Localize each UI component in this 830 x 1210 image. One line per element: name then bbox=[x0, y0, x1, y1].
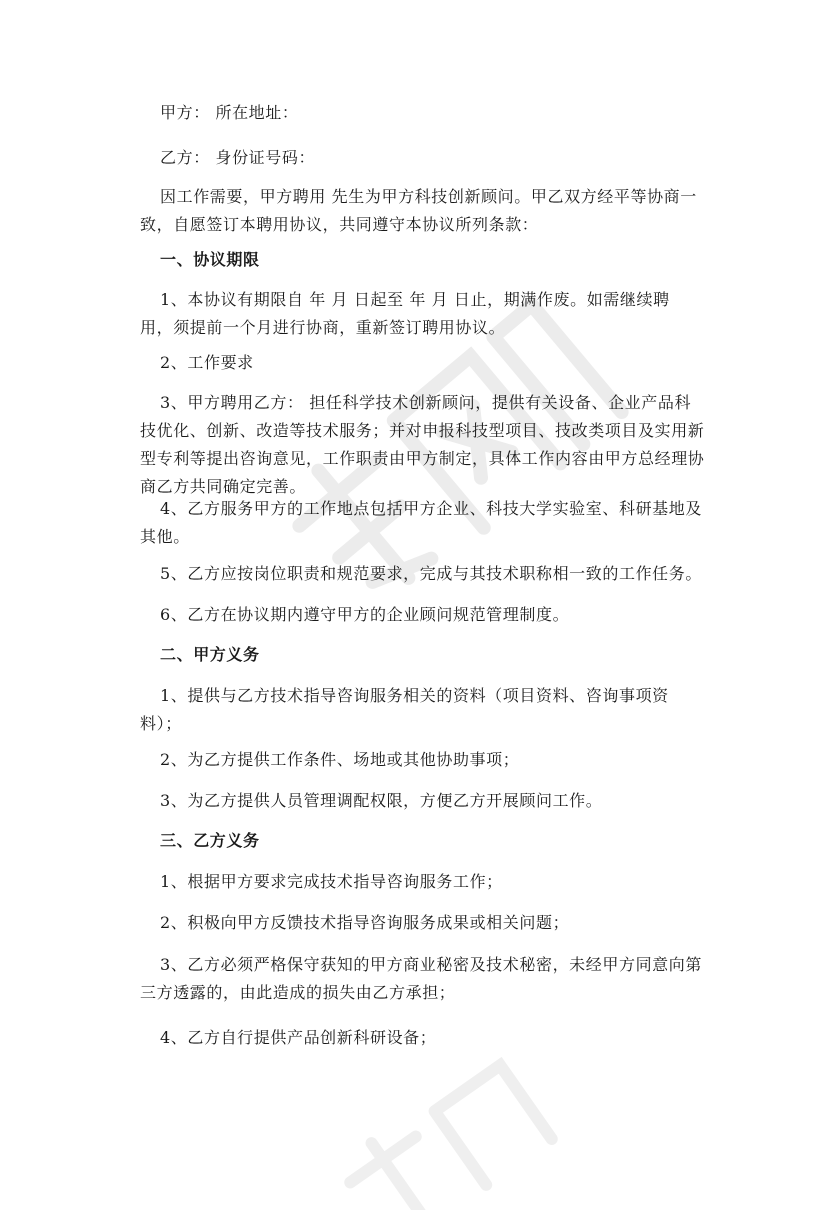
paragraph-line: 用，须提前一个月进行协商，重新签订聘用协议。 bbox=[140, 318, 506, 337]
paragraph-line: 技优化、创新、改造等技术服务；并对申报科技型项目、技改类项目及实用新 bbox=[140, 421, 705, 440]
paragraph-line: 乙方： 身份证号码： bbox=[160, 148, 316, 167]
paragraph-line: 致，自愿签订本聘用协议，共同遵守本协议所列条款： bbox=[140, 215, 539, 234]
section-heading: 一、协议期限 bbox=[160, 250, 260, 269]
paragraph-line: 甲方： 所在地址： bbox=[160, 103, 299, 122]
paragraph-line: 商乙方共同确定完善。 bbox=[140, 477, 307, 496]
paragraph-line: 3、乙方必须严格保守获知的甲方商业秘密及技术秘密，未经甲方同意向第 bbox=[160, 955, 702, 974]
paragraph-line: 料）； bbox=[140, 714, 182, 733]
paragraph-line: 其他。 bbox=[140, 527, 190, 546]
paragraph-line: 1、根据甲方要求完成技术指导咨询服务工作； bbox=[160, 872, 503, 891]
paragraph-line: 3、为乙方提供人员管理调配权限，方便乙方开展顾问工作。 bbox=[160, 791, 603, 810]
paragraph-line: 型专利等提出咨询意见，工作职责由甲方制定，具体工作内容由甲方总经理协 bbox=[140, 449, 705, 468]
paragraph-line: 三方透露的，由此造成的损失由乙方承担； bbox=[140, 983, 456, 1002]
paragraph-line: 6、乙方在协议期内遵守甲方的企业顾问规范管理制度。 bbox=[160, 605, 570, 624]
paragraph-line: 因工作需要，甲方聘用 先生为甲方科技创新顾问。甲乙双方经平等协商一 bbox=[160, 187, 697, 206]
section-heading: 三、乙方义务 bbox=[160, 831, 260, 850]
paragraph-line: 2、积极向甲方反馈技术指导咨询服务成果或相关问题； bbox=[160, 913, 570, 932]
watermark-graphic-bottom bbox=[300, 1050, 620, 1210]
paragraph-line: 4、乙方服务甲方的工作地点包括甲方企业、科技大学实验室、科研基地及 bbox=[160, 499, 702, 518]
paragraph-line: 1、提供与乙方技术指导咨询服务相关的资料（项目资料、咨询事项资 bbox=[160, 686, 669, 705]
paragraph-line: 2、为乙方提供工作条件、场地或其他协助事项； bbox=[160, 750, 520, 769]
paragraph-line: 5、乙方应按岗位职责和规范要求，完成与其技术职称相一致的工作任务。 bbox=[160, 564, 702, 583]
paragraph-line: 1、本协议有期限自 年 月 日起至 年 月 日止，期满作废。如需继续聘 bbox=[160, 290, 670, 309]
paragraph-line: 2、工作要求 bbox=[160, 353, 254, 372]
section-heading: 二、甲方义务 bbox=[160, 645, 260, 664]
paragraph-line: 4、乙方自行提供产品创新科研设备； bbox=[160, 1028, 437, 1047]
paragraph-line: 3、甲方聘用乙方： 担任科学技术创新顾问，提供有关设备、企业产品科 bbox=[160, 393, 692, 412]
